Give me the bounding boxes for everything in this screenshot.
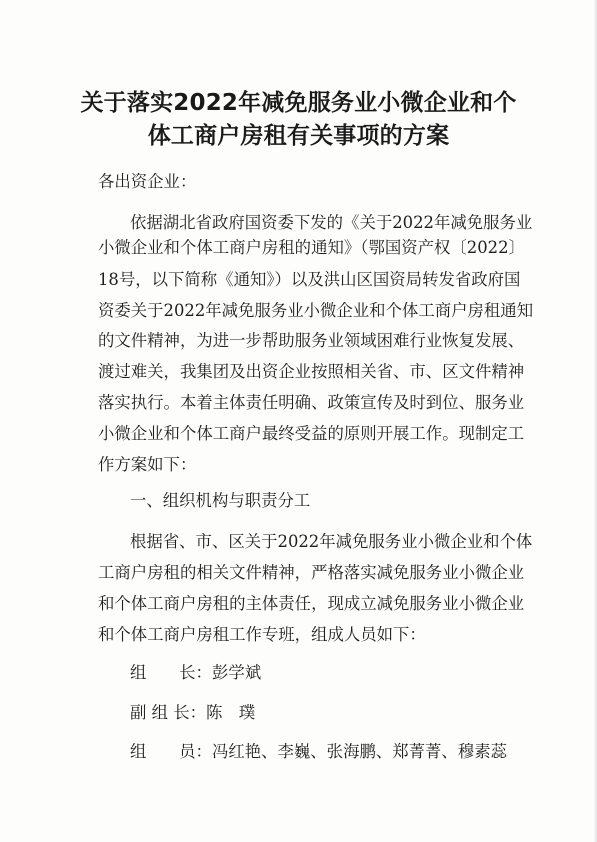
member-names: 陈 璞 (205, 703, 256, 722)
paragraph-1-line: 18号，以下简称《通知》）以及洪山区国资局转发省政府国 (98, 270, 521, 289)
salutation: 各出资企业： (98, 172, 197, 191)
member-names: 彭学斌 (211, 663, 262, 682)
paragraph-1-line: 渡过难关，我集团及出资企业按照相关省、市、区文件精神 (98, 362, 525, 381)
paragraph-2-line: 根据省、市、区关于2022年减免服务业小微企业和个体 (130, 532, 533, 551)
paragraph-2-line: 和个体工商户房租的主体责任，现成立减免服务业小微企业 (98, 594, 525, 613)
member-row-deputy (130, 703, 255, 723)
member-names: 冯红艳、李巍、张海鹏、郑菁菁、穆素蕊 (211, 742, 507, 761)
paragraph-1-line: 作方案如下： (98, 455, 197, 474)
paragraph-1-line: 依据湖北省政府国资委下发的《关于2022年减免服务业 (130, 213, 533, 232)
member-role: 组 员： (130, 742, 212, 761)
section-1-heading: 一、组织机构与职责分工 (130, 491, 311, 510)
member-row-members (130, 742, 507, 762)
document-title-line-1: 关于落实2022年减免服务业小微企业和个 (80, 90, 517, 116)
paragraph-1-line: 小微企业和个体工商户最终受益的原则开展工作。现制定工 (98, 424, 525, 443)
member-role: 组 长： (130, 663, 212, 682)
paragraph-1-line: 的文件精神，为进一步帮助服务业领域困难行业恢复发展、 (98, 331, 525, 350)
paragraph-1-line: 落实执行。本着主体责任明确、政策宣传及时到位、服务业 (98, 393, 525, 412)
member-row-leader (130, 663, 261, 683)
paragraph-1-line: 资委关于2022年减免服务业小微企业和个体工商户房租通知 (98, 301, 534, 320)
document-title-line-2: 体工商户房租有关事项的方案 (147, 123, 450, 149)
paragraph-2-line: 工商户房租的相关文件精神，严格落实减免服务业小微企业 (98, 563, 525, 582)
paragraph-1-line: 小微企业和个体工商户房租的通知》（鄂国资产权〔2022〕 (98, 238, 525, 257)
member-role: 副 组 长： (130, 703, 206, 722)
paragraph-2-line: 和个体工商户房租工作专班，组成人员如下： (98, 625, 426, 644)
